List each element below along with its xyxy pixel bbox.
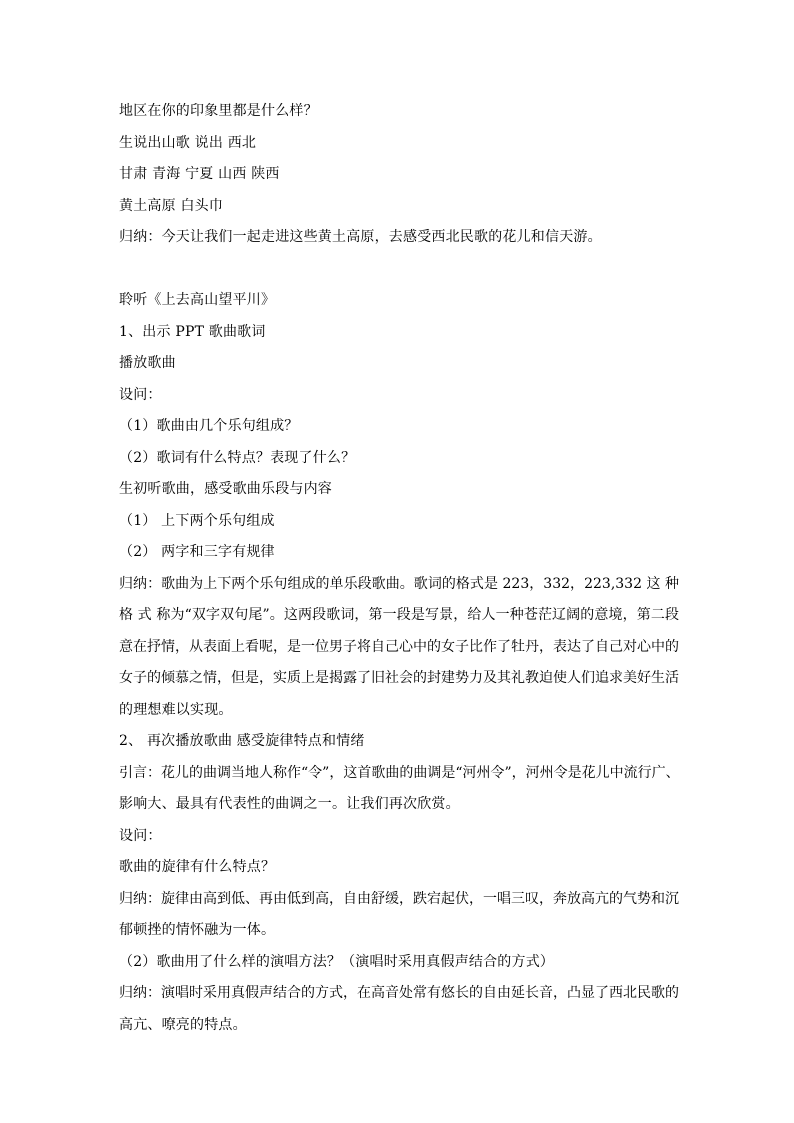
section-title: 聆听《上去高山望平川》 [119, 292, 276, 308]
text-line-23: 影响大、最具有代表性的曲调之一。让我们再次欣赏。 [119, 796, 460, 812]
text-line-8: 1、出示 PPT 歌曲歌词 [119, 323, 266, 340]
text-line-14: （1） 上下两个乐句组成 [119, 512, 275, 529]
paragraph-line-22: 引言：花儿的曲调当地人称作“令”，这首歌曲的曲调是“河州令”，河州令是花儿中流行广、 [119, 764, 680, 781]
text-line-12: （2）歌词有什么特点？表现了什么？ [119, 449, 356, 466]
text-line-2: 生说出山歌 说出 西北 [119, 134, 257, 151]
blank-line [119, 254, 679, 286]
text-line-30: 高亢、嘹亮的特点。 [119, 1016, 247, 1033]
text-line-3: 甘肃 青海 宁夏 山西 陕西 [119, 166, 280, 182]
paragraph-line-17: 格 式 称为“双字双句尾”。这两段歌词，第一段是写景，给人一种苍茫辽阔的意境，第二段 [119, 607, 679, 623]
text-line-9: 播放歌曲 [119, 355, 176, 371]
paragraph-line-19: 女子的倾慕之情，但是，实质上是揭露了旧社会的封建势力及其礼教迫使人们追求美好生活 [119, 670, 679, 686]
text-line-15: （2） 两字和三字有规律 [119, 544, 275, 560]
text-line-24: 设问： [119, 827, 162, 844]
paragraph-line-18: 意在抒情，从表面上看呢，是一位男子将自己心中的女子比作了牡丹，表达了自己对心中的 [119, 638, 679, 655]
text-line-20: 的理想难以实现。 [119, 701, 233, 718]
paragraph-line-26: 归纳：旋律由高到低、再由低到高，自由舒缓，跌宕起伏，一唱三叹，奔放高亢的气势和沉 [119, 890, 679, 907]
text-line-4: 黄土高原 白头巾 [119, 197, 224, 214]
document-page [119, 96, 679, 1041]
text-line-28: （2）歌曲用了什么样的演唱方法？（演唱时采用真假声结合的方式） [119, 953, 555, 970]
text-line-1: 地区在你的印象里都是什么样？ [119, 103, 318, 119]
text-line-5: 归纳：今天让我们一起走进这些黄土高原，去感受西北民歌的花儿和信天游。 [119, 229, 602, 245]
text-line-11: （1）歌曲由几个乐句组成？ [119, 418, 299, 434]
text-line-27: 郁顿挫的情怀融为一体。 [119, 922, 276, 938]
text-line-10: 设问： [119, 386, 162, 403]
text-line-13: 生初听歌曲，感受歌曲乐段与内容 [119, 481, 332, 497]
text-line-25: 歌曲的旋律有什么特点？ [119, 859, 276, 875]
text-line-21: 2、 再次播放歌曲 感受旋律特点和情绪 [119, 733, 365, 749]
paragraph-line-29: 归纳：演唱时采用真假声结合的方式，在高音处常有悠长的自由延长音，凸显了西北民歌的 [119, 985, 679, 1001]
paragraph-line-16: 归纳：歌曲为上下两个乐句组成的单乐段歌曲。歌词的格式是 223，332，223,332 这 种 [119, 575, 679, 592]
